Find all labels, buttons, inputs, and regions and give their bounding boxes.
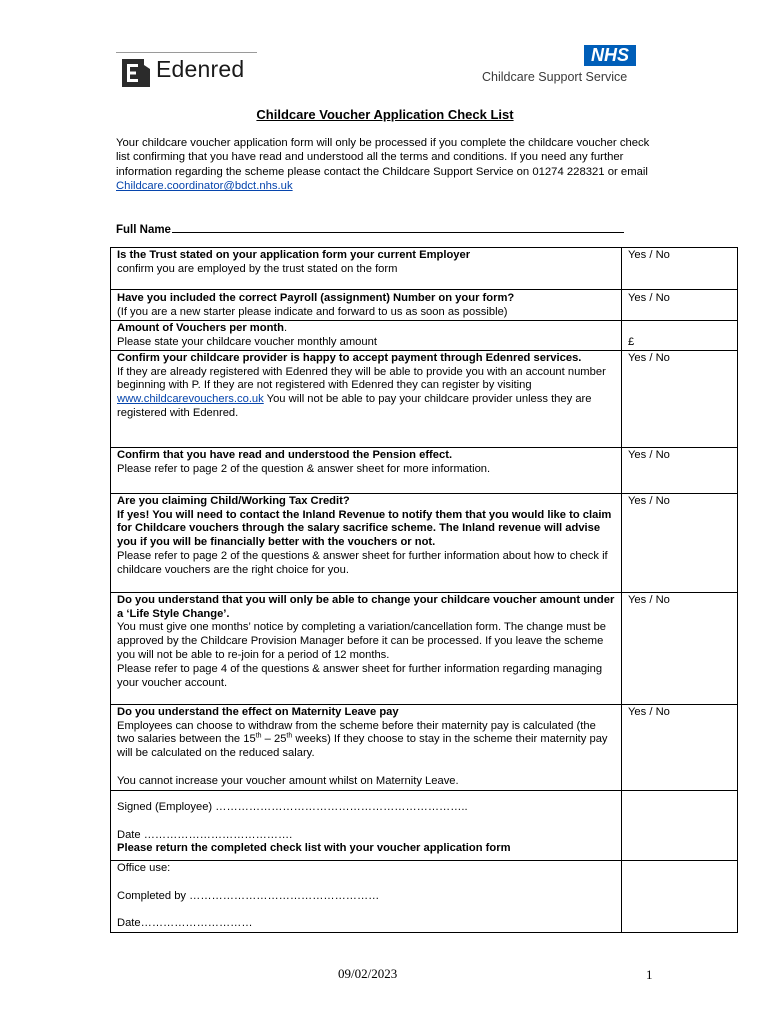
answer-cell[interactable] <box>622 592 738 704</box>
answer-cell[interactable] <box>622 493 738 592</box>
question-cell <box>111 248 622 290</box>
question-detail <box>117 366 615 422</box>
signature-date-line[interactable]: Date …………………………………. <box>117 828 293 841</box>
yes-no-answer[interactable]: Yes / No <box>628 351 670 364</box>
question-detail: Please state your childcare voucher monthly amount <box>117 335 377 348</box>
question-cell <box>111 447 622 493</box>
question-detail: Please refer to page 4 of the questions & answer sheet for further information regarding managing your voucher account. <box>117 663 603 690</box>
question-heading-wrap: Amount of Vouchers per month. <box>117 321 288 334</box>
answer-cell[interactable] <box>622 320 738 350</box>
question-heading: Are you claiming Child/Working Tax Credit? <box>117 494 350 507</box>
table-row <box>111 592 738 704</box>
superscript: th <box>255 732 262 740</box>
pound-amount-field[interactable]: £ <box>628 335 635 348</box>
yes-no-answer[interactable]: Yes / No <box>628 593 670 606</box>
office-date-line[interactable]: Date………………………… <box>117 917 253 930</box>
answer-cell[interactable] <box>622 290 738 321</box>
intro-text: Your childcare voucher application form will only be processed if you complete the childcare voucher check list confirming that you have read and understood all the terms and conditions. If you need any further information regarding the scheme please contact the Childcare Support Service on 01274 228321 or email <box>116 137 650 178</box>
table-row <box>111 350 738 447</box>
page-number: 1 <box>646 967 653 982</box>
question-heading: Amount of Vouchers per month <box>117 321 284 334</box>
checklist-table <box>110 247 738 933</box>
table-row <box>111 290 738 321</box>
table-row <box>111 320 738 350</box>
question-cell <box>111 704 622 790</box>
edenred-logo <box>116 52 258 90</box>
question-cell <box>111 493 622 592</box>
detail-text: weeks) If they choose to stay in the scheme their maternity pay will be calculated on the reduced salary. <box>117 733 608 760</box>
table-row <box>111 704 738 790</box>
question-detail <box>117 720 615 762</box>
spacer <box>117 876 615 890</box>
question-detail: (If you are a new starter please indicate and forward to us as soon as possible) <box>117 305 508 318</box>
childcare-vouchers-link[interactable]: www.childcarevouchers.co.uk <box>117 393 264 406</box>
question-detail: Please refer to page 2 of the question & answer sheet for more information. <box>117 462 491 475</box>
answer-cell[interactable] <box>622 447 738 493</box>
spacer <box>117 903 615 917</box>
completed-by-line[interactable]: Completed by …………………………………………… <box>117 889 380 902</box>
intro-paragraph <box>116 136 661 194</box>
spacer <box>117 815 615 829</box>
detail-text: Employees can choose to withdraw from the scheme before their maternity pay is calculated (the two salaries between the 15 <box>117 719 596 746</box>
yes-no-answer[interactable]: Yes / No <box>628 494 670 507</box>
question-heading-notice: If yes! You will need to contact the Inland Revenue to notify them that you would like to claim for Childcare vouchers through the salary sacrifice scheme. The Inland revenue will advise you if you will be financially better with the vouchers or not. <box>117 508 612 549</box>
table-row <box>111 447 738 493</box>
edenred-wordmark: Edenred <box>156 56 245 82</box>
office-use-label: Office use: <box>117 861 171 874</box>
full-name-field[interactable] <box>116 221 624 236</box>
nhs-logo: NHS <box>584 45 636 66</box>
detail-text: If they are already registered with Edenred they will be able to provide you with an account number beginning with P. If they are not registered with Edenred they can register by visiting <box>117 365 606 392</box>
table-row <box>111 248 738 290</box>
empty-cell <box>622 790 738 860</box>
table-row <box>111 860 738 932</box>
yes-no-answer[interactable]: Yes / No <box>628 448 670 461</box>
superscript: th <box>286 732 293 740</box>
yes-no-answer[interactable]: Yes / No <box>628 292 670 304</box>
question-heading: Do you understand that you will only be able to change your childcare voucher amount under a ‘Life Style Change’. <box>117 593 615 620</box>
return-instruction: Please return the completed check list with your voucher application form <box>117 842 511 855</box>
question-heading: Confirm that you have read and understood the Pension effect. <box>117 448 453 461</box>
question-cell <box>111 290 622 321</box>
question-detail: confirm you are employed by the trust stated on the form <box>117 262 398 275</box>
office-use-cell <box>111 860 622 932</box>
question-heading: Have you included the correct Payroll (assignment) Number on your form? <box>117 292 515 304</box>
answer-cell[interactable] <box>622 704 738 790</box>
full-name-line[interactable] <box>172 221 624 233</box>
footer-date: 09/02/2023 <box>338 966 398 981</box>
question-heading: Do you understand the effect on Maternity Leave pay <box>117 705 399 718</box>
question-heading: Is the Trust stated on your application form your current Employer <box>117 249 471 261</box>
question-cell <box>111 320 622 350</box>
answer-cell[interactable] <box>622 248 738 290</box>
table-row <box>111 493 738 592</box>
spacer <box>117 761 615 775</box>
question-heading: Confirm your childcare provider is happy to accept payment through Edenred services. <box>117 351 582 364</box>
nhs-subtitle: Childcare Support Service <box>482 70 628 84</box>
table-row <box>111 790 738 860</box>
signature-cell <box>111 790 622 860</box>
employee-signature-line[interactable]: Signed (Employee) ………………………………………………………….. <box>117 800 468 813</box>
empty-cell <box>622 860 738 932</box>
question-detail: You cannot increase your voucher amount whilst on Maternity Leave. <box>117 775 459 788</box>
contact-email-link[interactable]: Childcare.coordinator@bdct.nhs.uk <box>116 180 293 193</box>
full-name-label: Full Name <box>116 224 171 236</box>
yes-no-answer[interactable]: Yes / No <box>628 249 670 261</box>
yes-no-answer[interactable]: Yes / No <box>628 705 670 718</box>
answer-cell[interactable] <box>622 350 738 447</box>
edenred-e-icon <box>122 59 150 87</box>
detail-text: – 25 <box>261 733 287 746</box>
document-title: Childcare Voucher Application Check List <box>256 107 514 122</box>
question-detail: Please refer to page 2 of the questions & answer sheet for further information about how to check if childcare vouchers are the right choice for you. <box>117 550 608 577</box>
question-cell <box>111 592 622 704</box>
question-detail: You must give one months’ notice by completing a variation/cancellation form. The change must be approved by the Childcare Provision Manager before it can be processed. If you leave the scheme you will not be able to re-join for a period of 12 months. <box>117 621 607 662</box>
question-cell <box>111 350 622 447</box>
detail-text: You will not be able to pay your childcare provider unless they are registered with Edenred. <box>117 393 592 420</box>
